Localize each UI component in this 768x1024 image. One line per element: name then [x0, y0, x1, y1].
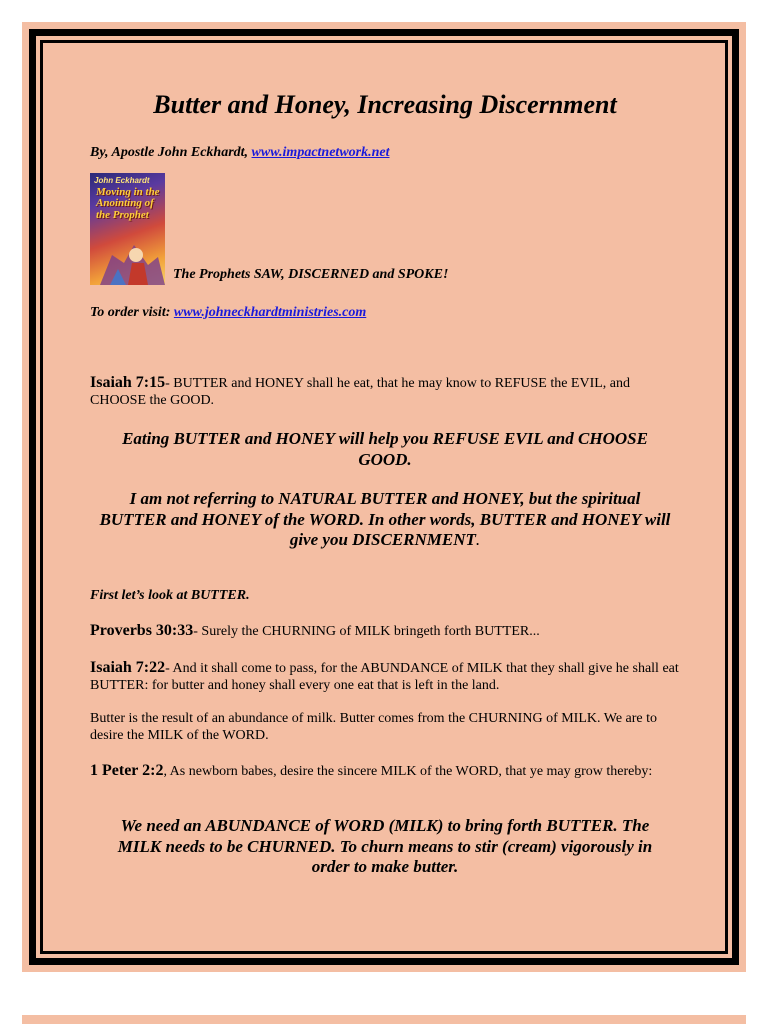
order-label: To order visit: — [90, 304, 174, 320]
document-title: Butter and Honey, Increasing Discernment — [153, 90, 617, 119]
order-link[interactable]: www.johneckhardtministries.com — [173, 304, 367, 320]
impactnetwork-link[interactable]: www.impactnetwork.net — [251, 144, 390, 160]
scripture-reference: Isaiah 7:15 — [90, 373, 166, 391]
book-cover-artwork-icon — [90, 235, 165, 285]
book-cover-author: John Eckhardt — [94, 175, 150, 185]
scripture-text: - Surely the CHURNING of MILK bringeth forth BUTTER... — [193, 624, 540, 640]
scripture-text: , As newborn babes, desire the sincere MILK of the WORD, that ye may grow thereby: — [163, 764, 653, 780]
proverbs-paragraph — [90, 621, 680, 641]
scripture-reference: Isaiah 7:22 — [90, 658, 166, 676]
scripture-text: - BUTTER and HONEY shall he eat, that he may know to REFUSE the EVIL, and CHOOSE the GOOD. — [90, 375, 631, 409]
scripture-reference: Proverbs 30:33 — [90, 622, 194, 640]
byline — [90, 145, 680, 161]
scripture-text: - And it shall come to pass, for the ABUNDANCE of MILK that they shall give he shall eat BUTTER: for butter and honey shall every one eat that is left in the land. — [90, 660, 679, 694]
byline-text: By, Apostle John Eckhardt, — [90, 144, 252, 160]
scripture-reference: 1 Peter 2:2 — [90, 762, 164, 780]
document-body — [90, 88, 680, 878]
emphasis-paragraph-1: Eating BUTTER and HONEY will help you REFUSE EVIL and CHOOSE GOOD. — [122, 429, 648, 470]
book-row — [90, 173, 680, 285]
emphasis-2-text: I am not referring to NATURAL BUTTER and HONEY, but the spiritual BUTTER and HONEY of the WORD. In other words, BUTTER and HONEY will give you DISCERNMENT — [99, 488, 671, 550]
next-page-edge — [22, 1015, 746, 1024]
book-cover-title: Moving in the Anointing of the Prophet — [96, 185, 160, 221]
order-line — [90, 305, 680, 321]
section-intro: First let’s look at BUTTER. — [90, 588, 250, 604]
emphasis-paragraph-3: We need an ABUNDANCE of WORD (MILK) to bring forth BUTTER. The MILK needs to be CHURNED. To churn means to stir (cream) vigorously in order to make butter. — [117, 815, 653, 877]
book-cover-image[interactable] — [90, 173, 165, 285]
butter-paragraph: Butter is the result of an abundance of milk. Butter comes from the CHURNING of MILK. We are to desire the MILK of the WORD. — [90, 711, 658, 744]
emphasis-paragraph-2 — [90, 489, 680, 551]
isaiah-7-22-paragraph — [90, 658, 680, 695]
isaiah-7-15-paragraph — [90, 373, 680, 410]
peter-paragraph — [90, 761, 680, 781]
emphasis-2-period: . — [475, 530, 481, 550]
book-caption: The Prophets SAW, DISCERNED and SPOKE! — [173, 266, 449, 282]
